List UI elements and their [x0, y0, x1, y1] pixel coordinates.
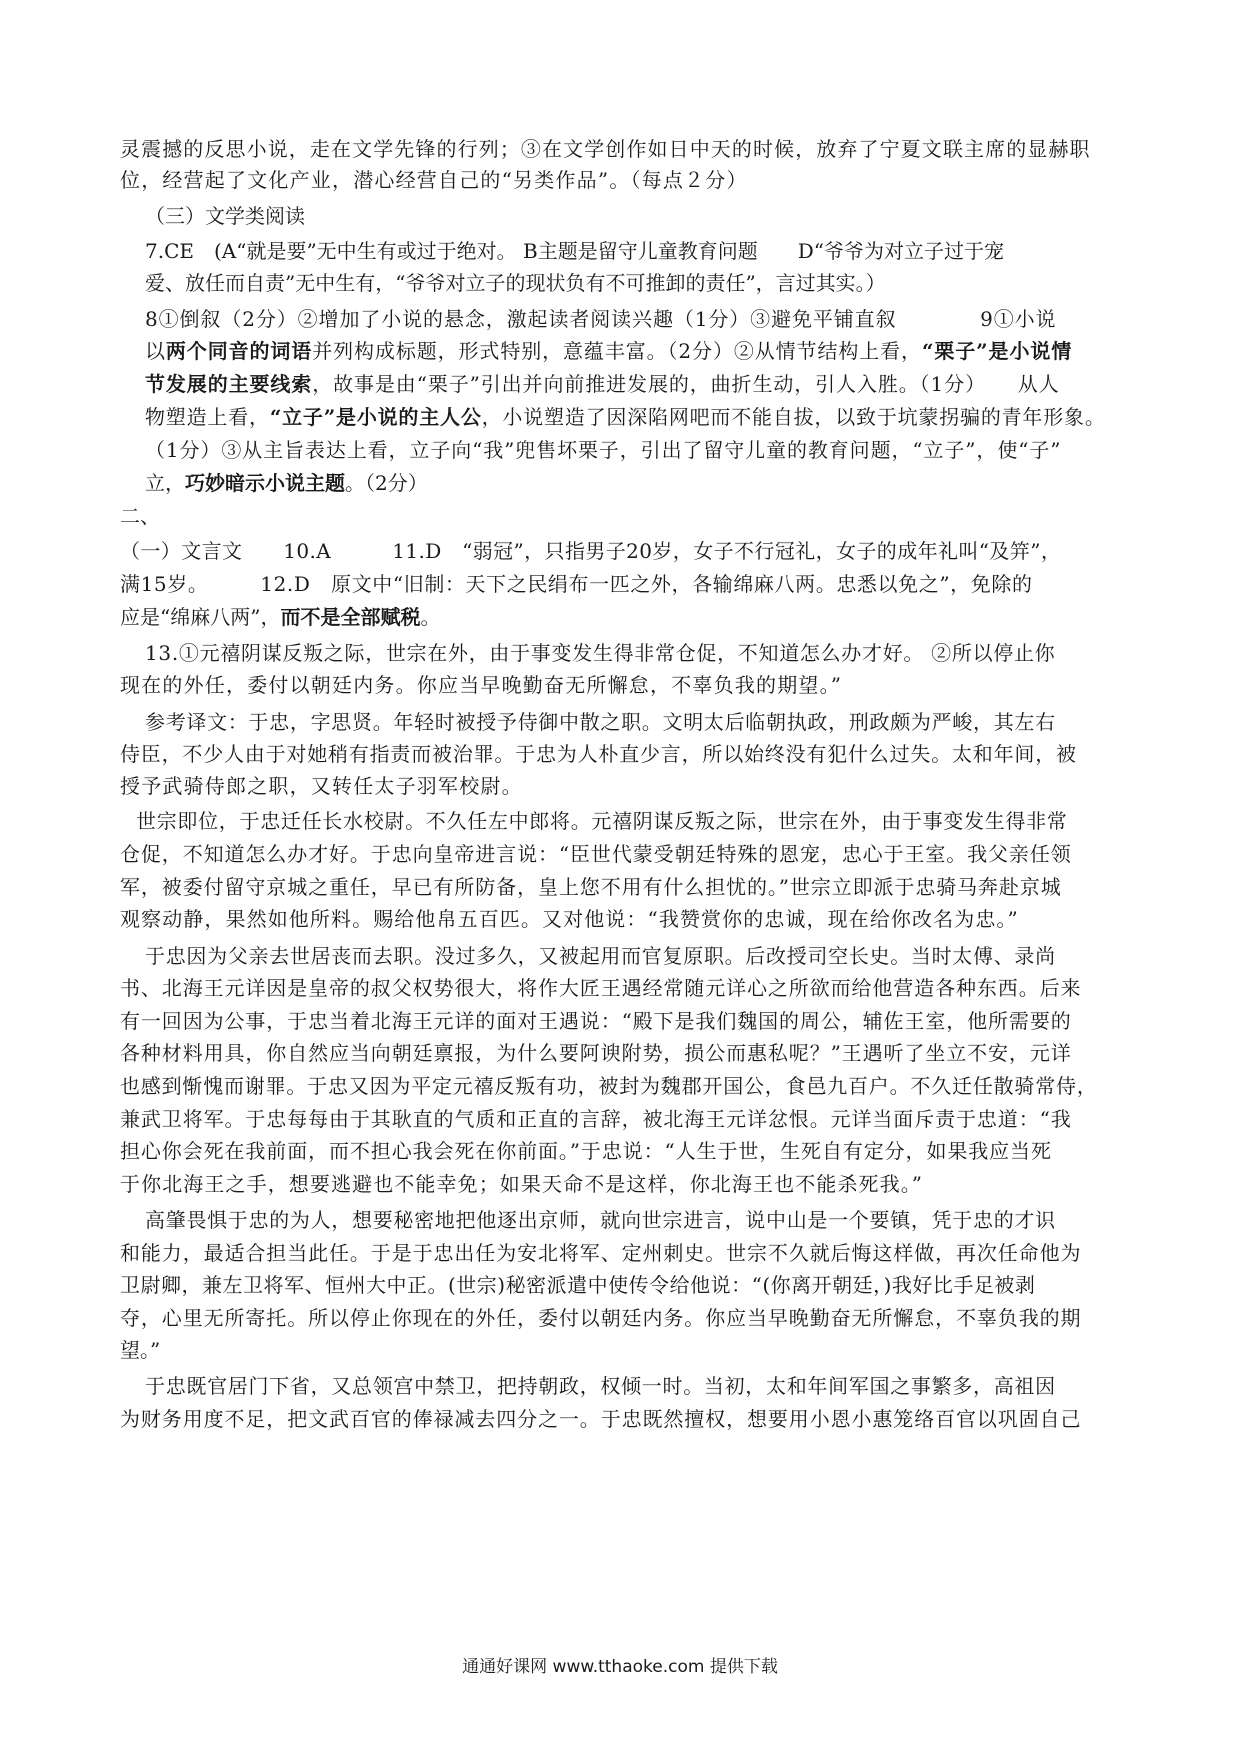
text-line	[120, 1073, 1098, 1099]
text-line	[120, 1305, 1081, 1331]
text-line	[120, 906, 1019, 932]
text-line	[120, 773, 523, 799]
text-line	[145, 1373, 1056, 1399]
text-line	[120, 1272, 1035, 1298]
text-line	[145, 404, 1106, 430]
text-line	[120, 1106, 1072, 1132]
text-segment: 8①倒叙（2分）②增加了小说的悬念，激起读者阅读兴趣（1分）③避免平铺直叙 9①小说	[145, 307, 1057, 331]
text-line	[120, 1240, 1081, 1266]
text-segment: 和能力，最适合担当此任。于是于忠出任为安北将军、定州刺史。世宗不久就后悔这样做，再次任命他为	[120, 1241, 1082, 1265]
text-segment: 观察动静，果然如他所料。赐给他帛五百匹。又对他说：“我赞赏你的忠诚，现在给你改名为忠。”	[120, 907, 1019, 931]
text-line	[136, 808, 1068, 834]
text-segment: （1分）③从主旨表达上看，立子向“我”兜售坏栗子，引出了留守儿童的教育问题，“立子”，使“子”	[145, 438, 1062, 462]
text-line	[120, 1337, 160, 1363]
text-segment: 。（2分）	[345, 471, 428, 495]
text-segment: （三）文学类阅读	[145, 204, 305, 228]
text-line	[120, 167, 748, 193]
text-segment: 而不是全部赋税	[280, 605, 421, 629]
text-segment: “栗子”是小说情	[921, 339, 1073, 363]
text-segment: 于你北海王之手，想要逃避也不能幸免；如果天命不是这样，你北海王也不能杀死我。”	[120, 1172, 924, 1196]
text-segment: ，小说塑造了因深陷网吧而不能自拔，以致于坑蒙拐骗的青年形象。	[481, 405, 1106, 429]
text-segment: （一）文言文 10.A 11.D “弱冠”，只指男子20岁，女子不行冠礼，女子的成年礼叫“及笄”，	[120, 539, 1062, 563]
text-segment: 爱、放任而自责”无中生有，“爷爷对立子的现状负有不可推卸的责任”，言过其实。）	[145, 271, 886, 295]
text-segment: 于忠既官居门下省，又总领宫中禁卫，把持朝政，权倾一时。当初，太和年间军国之事繁多，高祖因	[145, 1374, 1056, 1398]
text-segment: 侍臣，不少人由于对她稍有指责而被治罪。于忠为人朴直少言，所以始终没有犯什么过失。太和年间，被	[120, 742, 1077, 766]
text-segment: 于忠因为父亲去世居丧而去职。没过多久，又被起用而官复原职。后改授司空长史。当时太傅、录尚	[145, 944, 1056, 968]
text-segment: 节发展的主要线索	[145, 372, 313, 396]
text-segment: 灵震撼的反思小说，走在文学先锋的行列；③在文学创作如日中天的时候，放弃了宁夏文联主席的显赫职	[120, 137, 1091, 161]
text-segment: 满15岁。 12.D 原文中“旧制：天下之民绢布一匹之外，各输绵麻八两。忠悉以免之”，免除的	[120, 572, 1033, 596]
text-line	[120, 1406, 1081, 1432]
text-line	[120, 136, 1091, 162]
text-line	[120, 841, 1072, 867]
text-line	[145, 238, 1004, 264]
text-segment: 卫尉卿，兼左卫将军、恒州大中正。(世宗)秘密派遣中使传令给他说：“(你离开朝廷，)我好比手足被剥	[120, 1273, 1036, 1297]
text-segment: 书、北海王元详因是皇帝的叔父权势很大，将作大匠王遇经常随元详心之所欲而给他营造各种东西。后来	[120, 976, 1082, 1000]
text-line	[145, 943, 1056, 969]
text-line	[120, 1040, 1072, 1066]
text-segment: 高肇畏惧于忠的为人，想要秘密地把他逐出京师，就向世宗进言，说中山是一个要镇，凭于忠的才识	[145, 1208, 1056, 1232]
page-footer: 通通好课网 www.tthaoke.com 提供下载	[462, 1657, 778, 1677]
text-line	[145, 338, 1072, 364]
text-line	[120, 975, 1081, 1001]
text-line	[145, 437, 1061, 463]
text-segment: 各种材料用具，你自然应当向朝廷禀报，为什么要阿谀附势，损公而惠私呢？”王遇听了坐立不安，元详	[120, 1041, 1072, 1065]
text-segment: 兼武卫将军。于忠每每由于其耿直的气质和正直的言辞，被北海王元详忿恨。元详当面斥责于忠道：“我	[120, 1107, 1072, 1131]
text-line	[120, 538, 1061, 564]
text-segment: 位，经营起了文化产业，潜心经营自己的“另类作品”。（每点２分）	[120, 168, 748, 192]
text-line	[145, 709, 1056, 735]
text-segment: 参考译文：于忠，字思贤。年轻时被授予侍御中散之职。文明太后临朝执政，刑政颇为严峻，其左右	[145, 710, 1056, 734]
text-segment: 应是“绵麻八两”，	[120, 605, 281, 629]
text-line	[120, 503, 160, 529]
text-line	[145, 470, 428, 496]
text-line	[145, 640, 1055, 666]
text-line	[145, 306, 1056, 332]
text-line	[145, 270, 886, 296]
text-segment: 夺，心里无所寄托。所以停止你现在的外任，委付以朝廷内务。你应当早晚勤奋无所懈怠，不辜负我的期	[120, 1306, 1082, 1330]
text-segment: 担心你会死在我前面，而不担心我会死在你前面。”于忠说：“人生于世，生死自有定分，如果我应当死	[120, 1139, 1052, 1163]
text-line	[145, 203, 305, 229]
text-line	[120, 1138, 1052, 1164]
text-line	[120, 604, 440, 630]
text-segment: 7.CE (A“就是要”无中生有或过于绝对。 B主题是留守儿童教育问题 D“爷爷为对立子过于宠	[145, 239, 1004, 263]
text-segment: 授予武骑侍郎之职，又转任太子羽军校尉。	[120, 774, 523, 798]
text-line	[120, 571, 1033, 597]
text-line	[120, 672, 842, 698]
text-line	[145, 371, 1060, 397]
text-segment: 物塑造上看，	[145, 405, 270, 429]
text-line	[120, 874, 1062, 900]
text-segment: 世宗即位，于忠迁任长水校尉。不久任左中郎将。元禧阴谋反叛之际，世宗在外，由于事变发生得非常	[136, 809, 1068, 833]
text-segment: ，故事是由“栗子”引出并向前推进发展的，曲折生动，引人入胜。（1分） 从人	[312, 372, 1060, 396]
text-segment: “立子”是小说的主人公	[269, 405, 482, 429]
text-segment: 。	[420, 605, 441, 629]
text-segment: 两个同音的词语	[165, 339, 313, 363]
text-segment: 为财务用度不足，把文武百官的俸禄减去四分之一。于忠既然擅权，想要用小恩小惠笼络百官以巩固自己	[120, 1407, 1082, 1431]
text-segment: 军，被委付留守京城之重任，早已有所防备，皇上您不用有什么担忧的。”世宗立即派于忠骑马奔赴京城	[120, 875, 1062, 899]
text-segment: 也感到惭愧而谢罪。于忠又因为平定元禧反叛有功，被封为魏郡开国公，食邑九百户。不久迁任散骑常侍，	[120, 1074, 1098, 1098]
text-segment: 以	[145, 339, 166, 363]
text-segment: 二、	[120, 504, 160, 528]
text-segment: 13.①元禧阴谋反叛之际，世宗在外，由于事变发生得非常仓促，不知道怎么办才好。 ②所以停止你	[145, 641, 1056, 665]
text-line	[120, 1171, 923, 1197]
text-segment: 仓促，不知道怎么办才好。于忠向皇帝进言说：“臣世代蒙受朝廷特殊的恩宠，忠心于王室。我父亲任领	[120, 842, 1072, 866]
text-segment: 望。”	[120, 1338, 161, 1362]
text-line	[120, 1008, 1072, 1034]
text-segment: 立，	[145, 471, 185, 495]
text-line	[120, 741, 1077, 767]
text-segment: 巧妙暗示小说主题	[185, 471, 345, 495]
text-segment: 并列构成标题，形式特别，意蕴丰富。（2分）②从情节结构上看，	[312, 339, 922, 363]
text-line	[145, 1207, 1056, 1233]
text-segment: 有一回因为公事，于忠当着北海王元详的面对王遇说：“殿下是我们魏国的周公，辅佐王室，他所需要的	[120, 1009, 1072, 1033]
text-segment: 现在的外任，委付以朝廷内务。你应当早晚勤奋无所懈怠，不辜负我的期望。”	[120, 673, 843, 697]
